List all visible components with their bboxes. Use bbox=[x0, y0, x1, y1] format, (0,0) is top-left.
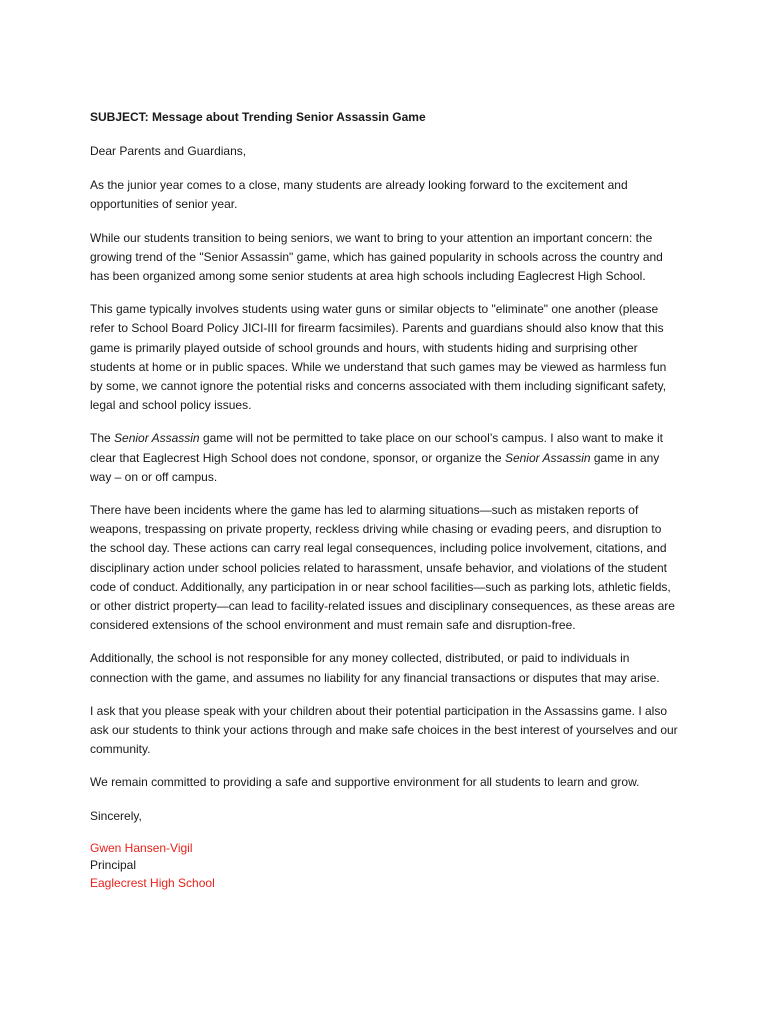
game-name-emphasis: Senior Assassin bbox=[114, 431, 200, 446]
paragraph-liability: Additionally, the school is not responsible for any money collected, distributed, or paid to individuals in connection with the game, and assumes no liability for any financial transactions or disputes that may arise. bbox=[90, 651, 660, 685]
paragraph-campus-policy bbox=[90, 429, 678, 487]
signer-name: Gwen Hansen-Vigil bbox=[90, 840, 193, 855]
subject-line: SUBJECT: Message about Trending Senior Assassin Game bbox=[90, 110, 426, 124]
signer-title: Principal bbox=[90, 858, 137, 873]
paragraph-concern: While our students transition to being seniors, we want to bring to your attention an important concern: the growing trend of the "Senior Assassin" game, which has gained popularity in schools across the country and has been organized among some senior students at area high schools including Eaglecrest High School. bbox=[90, 230, 663, 284]
campus-policy-text-c: game in any way – on or off campus. bbox=[90, 450, 660, 484]
game-name-emphasis: Senior Assassin bbox=[504, 450, 591, 465]
paragraph-game-description: This game typically involves students using water guns or similar objects to "eliminate" one another (please refer to School Board Policy JICI-III for firearm facsimiles). Parents and guardians should also know that this game is primarily played outside of school grounds and hours, with students hiding and surprising other students at home or in public spaces. While we understand that such games may be viewed as harmless fun by some, we cannot ignore the potential risks and concerns associated with them including significant safety, legal and school policy issues. bbox=[90, 302, 667, 413]
paragraph-request: I ask that you please speak with your children about their potential participation in the Assassins game. I also ask our students to think your actions through and make safe choices in the best interest of yourselves and our community. bbox=[90, 703, 678, 757]
campus-policy-text-b: game will not be permitted to take place on our school’s campus. I also want to make it clear that Eaglecrest High School does not condone, sponsor, or organize the bbox=[90, 431, 663, 465]
campus-policy-text-a: The bbox=[90, 431, 115, 446]
paragraph-commitment: We remain committed to providing a safe and supportive environment for all students to learn and grow. bbox=[90, 775, 640, 790]
paragraph-incidents: There have been incidents where the game has led to alarming situations—such as mistaken reports of weapons, trespassing on private property, reckless driving while chasing or evading peers, and disruption to the school day. These actions can carry real legal consequences, including police involvement, citations, and disciplinary action under school policies related to harassment, unsafe behavior, and violations of the student code of conduct. Additionally, any participation in or near school facilities—such as parking lots, athletic fields, or other district property—can lead to facility-related issues and disciplinary consequences, as these areas are considered extensions of the school environment and must remain safe and disruption-free. bbox=[90, 503, 675, 633]
paragraph-intro: As the junior year comes to a close, many students are already looking forward to the excitement and opportunities of senior year. bbox=[90, 178, 628, 212]
signoff: Sincerely, bbox=[90, 808, 142, 823]
school-name: Eaglecrest High School bbox=[90, 875, 215, 890]
signature-block bbox=[90, 840, 678, 893]
greeting: Dear Parents and Guardians, bbox=[90, 144, 247, 158]
